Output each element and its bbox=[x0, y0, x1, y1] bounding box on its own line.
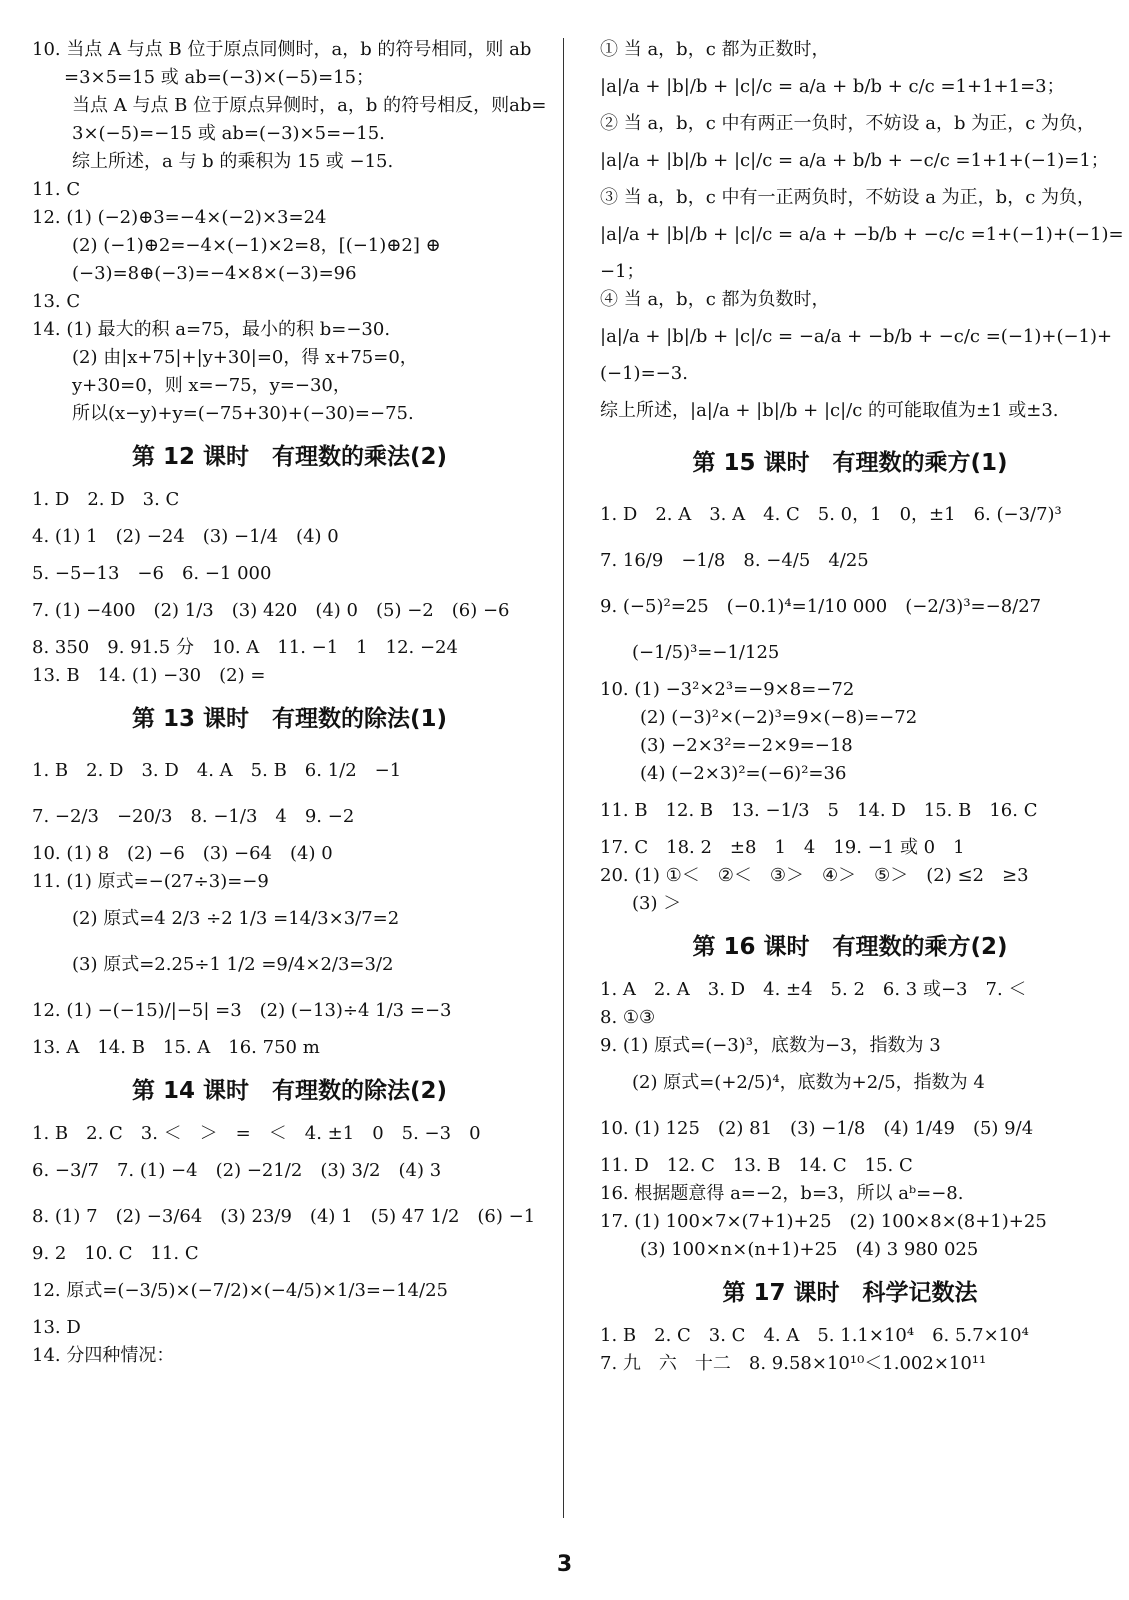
section-title: 第 17 课时 科学记数法 bbox=[722, 1280, 978, 1306]
page-number: 3 bbox=[556, 1552, 573, 1577]
answer-line: 8. ①③ bbox=[600, 1007, 656, 1028]
answer-line: 7. 九 六 十二 8. 9.58×10¹⁰＜1.002×10¹¹ bbox=[600, 1353, 987, 1374]
answer-line: |a|/a + |b|/b + |c|/c = a/a + −b/b + −c/c =1+(−1)+(−1)= bbox=[600, 224, 1124, 245]
answer-line: 1. D 2. D 3. C bbox=[32, 489, 180, 510]
answer-line: 1. B 2. C 3. C 4. A 5. 1.1×10⁴ 6. 5.7×10⁴ bbox=[600, 1325, 1029, 1346]
answer-line: 11. B 12. B 13. −1/3 5 14. D 15. B 16. C bbox=[600, 800, 1038, 821]
answer-line: ② 当 a，b，c 中有两正一负时，不妨设 a，b 为正，c 为负， bbox=[600, 113, 1095, 134]
answer-line: 8. (1) 7 (2) −3/64 (3) 23/9 (4) 1 (5) 47 1/2 (6) −1 bbox=[32, 1206, 536, 1227]
answer-line: (3) 原式=2.25÷1 1/2 =9/4×2/3=3/2 bbox=[72, 954, 394, 975]
answer-line: (−1/5)³=−1/125 bbox=[632, 642, 780, 663]
answer-line: ④ 当 a，b，c 都为负数时， bbox=[600, 289, 830, 310]
section-title: 第 15 课时 有理数的乘方(1) bbox=[692, 450, 1008, 476]
answer-line: 9. (1) 原式=(−3)³，底数为−3，指数为 3 bbox=[600, 1035, 941, 1056]
answer-line: 10. (1) −3²×2³=−9×8=−72 bbox=[600, 679, 855, 700]
section-title: 第 13 课时 有理数的除法(1) bbox=[131, 706, 448, 732]
section-title: 第 12 课时 有理数的乘法(2) bbox=[131, 444, 448, 470]
section-title: 第 14 课时 有理数的除法(2) bbox=[131, 1078, 448, 1104]
answer-line: (2) 原式=4 2/3 ÷2 1/3 =14/3×3/7=2 bbox=[72, 908, 400, 929]
answer-line: 4. (1) 1 (2) −24 (3) −1/4 (4) 0 bbox=[32, 526, 339, 547]
answer-line: (2) (−3)²×(−2)³=9×(−8)=−72 bbox=[640, 707, 918, 728]
answer-line: 综上所述，a 与 b 的乘积为 15 或 −15. bbox=[72, 151, 394, 172]
answer-line: 13. B 14. (1) −30 (2) = bbox=[32, 665, 266, 686]
section-title: 第 16 课时 有理数的乘方(2) bbox=[692, 934, 1008, 960]
answer-line: 20. (1) ①＜ ②＜ ③＞ ④＞ ⑤＞ (2) ≤2 ≥3 bbox=[600, 865, 1029, 886]
answer-line: 9. 2 10. C 11. C bbox=[32, 1243, 199, 1264]
answer-line: 3×(−5)=−15 或 ab=(−3)×5=−15. bbox=[72, 123, 385, 144]
answer-line: 17. (1) 100×7×(7+1)+25 (2) 100×8×(8+1)+25 bbox=[600, 1211, 1047, 1232]
answer-line: (3) −2×3²=−2×9=−18 bbox=[640, 735, 853, 756]
answer-line: ① 当 a，b，c 都为正数时， bbox=[600, 39, 830, 60]
answer-line: (2) 由|x+75|+|y+30|=0，得 x+75=0， bbox=[72, 347, 418, 368]
answer-line: 1. B 2. C 3. ＜ ＞ = ＜ 4. ±1 0 5. −3 0 bbox=[32, 1123, 481, 1144]
answer-line: (4) (−2×3)²=(−6)²=36 bbox=[640, 763, 847, 784]
answer-line: 1. A 2. A 3. D 4. ±4 5. 2 6. 3 或−3 7. ＜ bbox=[600, 979, 1027, 1000]
answer-line: 7. (1) −400 (2) 1/3 (3) 420 (4) 0 (5) −2 (6) −6 bbox=[32, 600, 510, 621]
left-column bbox=[32, 36, 547, 1370]
answer-line: (2) 原式=(+2/5)⁴，底数为+2/5，指数为 4 bbox=[632, 1072, 985, 1093]
answer-line: 8. 350 9. 91.5 分 10. A 11. −1 1 12. −24 bbox=[32, 637, 458, 658]
answer-line: 9. (−5)²=25 (−0.1)⁴=1/10 000 (−2/3)³=−8/27 bbox=[600, 596, 1042, 617]
right-column bbox=[600, 36, 1124, 1378]
answer-line: (−3)=8⊕(−3)=−4×8×(−3)=96 bbox=[72, 263, 357, 284]
column-divider bbox=[563, 38, 564, 1518]
answer-line: ③ 当 a，b，c 中有一正两负时，不妨设 a 为正，b，c 为负， bbox=[600, 187, 1095, 208]
answer-line: 14. 分四种情况： bbox=[32, 1345, 175, 1366]
answer-line: (−1)=−3. bbox=[600, 363, 688, 384]
answer-line: |a|/a + |b|/b + |c|/c = −a/a + −b/b + −c/c =(−1)+(−1)+ bbox=[600, 326, 1113, 347]
answer-line: 10. 当点 A 与点 B 位于原点同侧时，a，b 的符号相同，则 ab bbox=[32, 39, 532, 60]
answer-line: 11. D 12. C 13. B 14. C 15. C bbox=[600, 1155, 913, 1176]
answer-line: 1. D 2. A 3. A 4. C 5. 0，1 0，±1 6. (−3/7)³ bbox=[600, 504, 1062, 525]
answer-line: 当点 A 与点 B 位于原点异侧时，a，b 的符号相反，则ab= bbox=[72, 95, 547, 116]
answer-line: 6. −3/7 7. (1) −4 (2) −21/2 (3) 3/2 (4) 3 bbox=[32, 1160, 442, 1181]
answer-line: y+30=0，则 x=−75，y=−30， bbox=[72, 375, 351, 396]
answer-line: (3) ＞ bbox=[632, 893, 682, 914]
answer-line: 12. 原式=(−3/5)×(−7/2)×(−4/5)×1/3=−14/25 bbox=[32, 1280, 448, 1301]
answer-line: |a|/a + |b|/b + |c|/c = a/a + b/b + −c/c =1+1+(−1)=1； bbox=[600, 150, 1109, 171]
answer-line: 11. (1) 原式=−(27÷3)=−9 bbox=[32, 871, 269, 892]
answer-line: −1； bbox=[600, 261, 645, 282]
answer-line: 11. C bbox=[32, 179, 81, 200]
answer-line: 5. −5−13 −6 6. −1 000 bbox=[32, 563, 272, 584]
answer-line: 16. 根据题意得 a=−2，b=3，所以 aᵇ=−8. bbox=[600, 1183, 964, 1204]
answer-line: 13. C bbox=[32, 291, 81, 312]
answer-line: |a|/a + |b|/b + |c|/c = a/a + b/b + c/c =1+1+1=3； bbox=[600, 76, 1065, 97]
answer-line: 综上所述，|a|/a + |b|/b + |c|/c 的可能取值为±1 或±3. bbox=[600, 400, 1059, 421]
answer-line: 10. (1) 8 (2) −6 (3) −64 (4) 0 bbox=[32, 843, 333, 864]
answer-line: 所以(x−y)+y=(−75+30)+(−30)=−75. bbox=[72, 403, 414, 424]
answer-line: 1. B 2. D 3. D 4. A 5. B 6. 1/2 −1 bbox=[32, 760, 402, 781]
answer-line: (2) (−1)⊕2=−4×(−1)×2=8，[(−1)⊕2] ⊕ bbox=[72, 235, 441, 256]
answer-line: 12. (1) (−2)⊕3=−4×(−2)×3=24 bbox=[32, 207, 327, 228]
answer-line: 13. D bbox=[32, 1317, 81, 1338]
answer-line: 7. 16/9 −1/8 8. −4/5 4/25 bbox=[600, 550, 869, 571]
answer-line: 13. A 14. B 15. A 16. 750 m bbox=[32, 1037, 320, 1058]
answer-line: 12. (1) −(−15)/|−5| =3 (2) (−13)÷4 1/3 =−3 bbox=[32, 1000, 452, 1021]
answer-line: =3×5=15 或 ab=(−3)×(−5)=15； bbox=[64, 67, 375, 88]
answer-line: 10. (1) 125 (2) 81 (3) −1/8 (4) 1/49 (5) 9/4 bbox=[600, 1118, 1034, 1139]
answer-line: 17. C 18. 2 ±8 1 4 19. −1 或 0 1 bbox=[600, 837, 965, 858]
answer-line: 7. −2/3 −20/3 8. −1/3 4 9. −2 bbox=[32, 806, 355, 827]
answer-line: 14. (1) 最大的积 a=75，最小的积 b=−30. bbox=[32, 319, 391, 340]
answer-line: (3) 100×n×(n+1)+25 (4) 3 980 025 bbox=[640, 1239, 979, 1260]
